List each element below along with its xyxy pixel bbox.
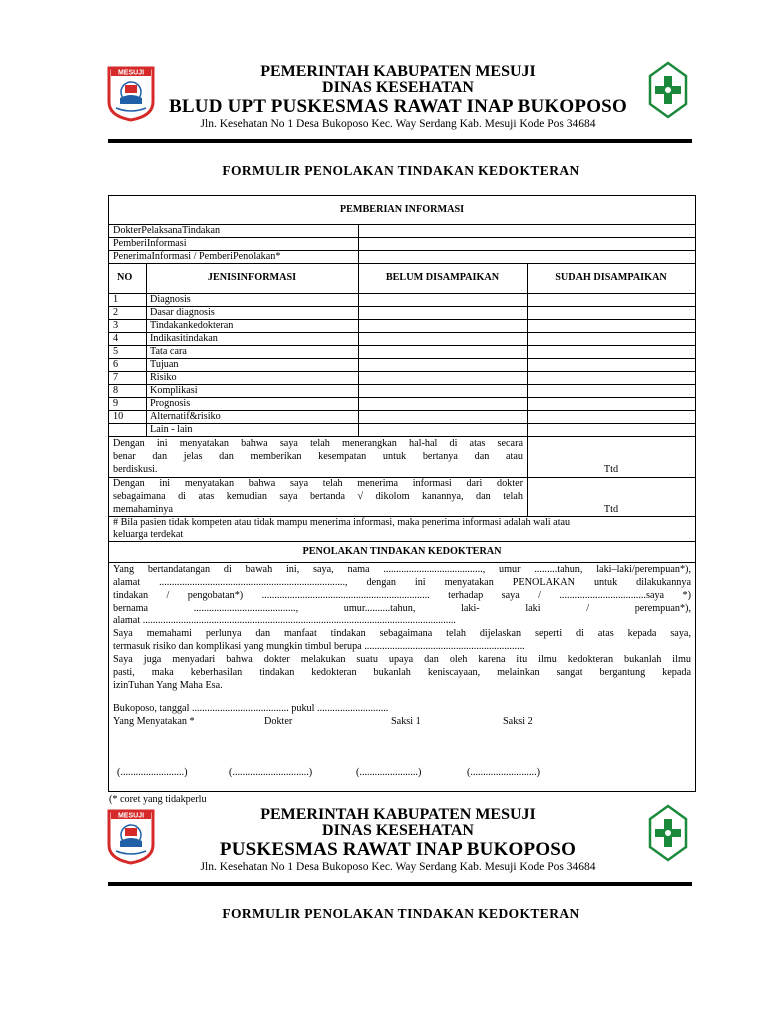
green-cross-logo-icon [648, 804, 688, 862]
signer-label-doctor: Dokter [264, 716, 293, 727]
statement-patient-line: Dengan ini menyatakan bahwa saya telah menerima informasi dari dokter [113, 478, 523, 489]
col-header-type: JENISINFORMASI [207, 272, 297, 283]
statement-doctor-line: benar dan jelas dan memberikan kesempatan untuk bertanya dan atau [113, 451, 523, 462]
row-number: 4 [113, 333, 119, 344]
row-divider [109, 436, 695, 437]
row-label: Alternatif&risiko [150, 411, 221, 422]
field-doctor-label: DokterPelaksanaTindakan [113, 225, 221, 236]
refusal-text-line: alamat ........................................................................., dengan ini menyatakan PENOLAKAN untuk dilakukannya [113, 577, 691, 588]
facility-address: Jln. Kesehatan No 1 Desa Bukoposo Kec. Way Serdang Kab. Mesuji Kode Pos 34684 [200, 118, 596, 130]
form-title-repeat: FORMULIR PENOLAKAN TINDAKAN KEDOKTERAN [222, 906, 580, 921]
consent-form-table [108, 195, 696, 792]
statement-doctor-line: Dengan ini menyatakan bahwa saya telah menerangkan hal-hal di atas secara [113, 438, 523, 449]
gov-name: PEMERINTAH KABUPATEN MESUJI [260, 63, 536, 80]
col-header-not-delivered: BELUM DISAMPAIKAN [385, 272, 500, 283]
signature-line-declarant: (.........................) [117, 767, 188, 778]
refusal-text-line: alamat ........................................................................................................................... [113, 615, 456, 626]
row-label: Prognosis [150, 398, 191, 409]
statement-patient-line: sebagaimana di atas kemudian saya bertanda √ dikolom kanannya, dan telah [113, 491, 523, 502]
statement-patient-line: memahaminya [113, 504, 173, 515]
refusal-awareness-line: Saya juga menyadari bahwa dokter melakukan suatu upaya dan oleh karena itu ilmu kedokteran bukanlah ilmu [113, 654, 691, 665]
refusal-heading: PENOLAKAN TINDAKAN KEDOKTERAN [302, 546, 502, 557]
facility-address: Jln. Kesehatan No 1 Desa Bukoposo Kec. Way Serdang Kab. Mesuji Kode Pos 34684 [200, 861, 596, 873]
row-divider [109, 293, 695, 294]
dept-name: DINAS KESEHATAN [322, 822, 474, 839]
place-date-line: Bukoposo, tanggal ...................................... pukul ............................ [113, 703, 389, 714]
row-number: 8 [113, 385, 119, 396]
signature-line-doctor: (..............................) [229, 767, 313, 778]
refusal-text-line: bernama ........................................, umur..........tahun, laki- laki / perempuan*), [113, 603, 691, 614]
signer-label-witness-2: Saksi 2 [503, 716, 533, 727]
facility-name: PUSKESMAS RAWAT INAP BUKOPOSO [219, 839, 577, 860]
row-label: Komplikasi [150, 385, 198, 396]
info-heading: PEMBERIAN INFORMASI [339, 204, 465, 215]
letterhead-bottom [106, 803, 690, 888]
row-divider [109, 541, 695, 542]
guardian-note: keluarga terdekat [113, 529, 184, 540]
row-label: Diagnosis [150, 294, 191, 305]
row-number: 2 [113, 307, 119, 318]
refusal-understanding-line: termasuk risiko dan komplikasi yang mungkin timbul berupa ............................................................... [113, 641, 525, 652]
col-header-delivered: SUDAH DISAMPAIKAN [555, 272, 667, 283]
row-label: Tindakankedokteran [150, 320, 234, 331]
row-label: Tujuan [150, 359, 179, 370]
signer-label-declarant: Yang Menyatakan * [113, 716, 195, 727]
row-number: 5 [113, 346, 119, 357]
logo-text: MESUJI [117, 69, 145, 77]
row-number: 1 [113, 294, 119, 305]
col-header-no: NO [117, 272, 133, 283]
row-label: Dasar diagnosis [150, 307, 215, 318]
signature-line-witness-1: (.......................) [356, 767, 422, 778]
row-label: Risiko [150, 372, 177, 383]
letterhead-rule [108, 139, 692, 143]
signer-label-witness-1: Saksi 1 [391, 716, 421, 727]
footnote: (* coret yang tidakperlu [109, 794, 207, 805]
dept-name: DINAS KESEHATAN [322, 79, 474, 96]
signature-label: Ttd [603, 464, 619, 475]
row-label: Lain - lain [150, 424, 193, 435]
field-informer-label: PemberiInformasi [113, 238, 187, 249]
facility-name: BLUD UPT PUSKESMAS RAWAT INAP BUKOPOSO [169, 96, 627, 117]
signature-label: Ttd [603, 504, 619, 515]
refusal-text-line: Yang bertandatangan di bawah ini, saya, nama ......................................., umur .........tahun, laki–laki/perempuan*), [113, 564, 691, 575]
gov-name: PEMERINTAH KABUPATEN MESUJI [260, 806, 536, 823]
row-number: 3 [113, 320, 119, 331]
row-number: 9 [113, 398, 119, 409]
row-label: Tata cara [150, 346, 187, 357]
col-divider [358, 224, 359, 436]
refusal-text-line: tindakan / pengobatan*) .................................................................. terhadap saya / ..................................saya *) [113, 590, 691, 601]
statement-doctor-line: berdiskusi. [113, 464, 158, 475]
letterhead-top [106, 60, 690, 145]
row-divider [109, 562, 695, 563]
col-divider [527, 263, 528, 516]
logo-text: MESUJI [117, 812, 145, 820]
row-divider [109, 371, 695, 372]
signature-line-witness-2: (..........................) [467, 767, 541, 778]
row-divider [109, 358, 695, 359]
green-cross-logo-icon [648, 61, 688, 119]
refusal-awareness-line: pasti, maka keberhasilan tindakan kedokteran bukanlah keniscayaan, melainkan sangat bergantung kepada [113, 667, 691, 678]
refusal-understanding-line: Saya memahami perlunya dan manfaat tindakan sebagaimana telah dijelaskan seperti di atas kepada saya, [113, 628, 691, 639]
row-label: Indikasitindakan [150, 333, 218, 344]
row-number: 7 [113, 372, 119, 383]
mesuji-regency-logo-icon [106, 64, 156, 122]
col-divider [146, 263, 147, 436]
form-title: FORMULIR PENOLAKAN TINDAKAN KEDOKTERAN [222, 163, 580, 178]
field-receiver-label: PenerimaInformasi / PemberiPenolakan* [113, 251, 281, 262]
row-number: 6 [113, 359, 119, 370]
refusal-awareness-line: izinTuhan Yang Maha Esa. [113, 680, 223, 691]
letterhead-rule [108, 882, 692, 886]
mesuji-regency-logo-icon [106, 807, 156, 865]
guardian-note: # Bila pasien tidak kompeten atau tidak mampu menerima informasi, maka penerima informasi adalah wali atau [113, 517, 571, 528]
row-number: 10 [113, 411, 124, 422]
